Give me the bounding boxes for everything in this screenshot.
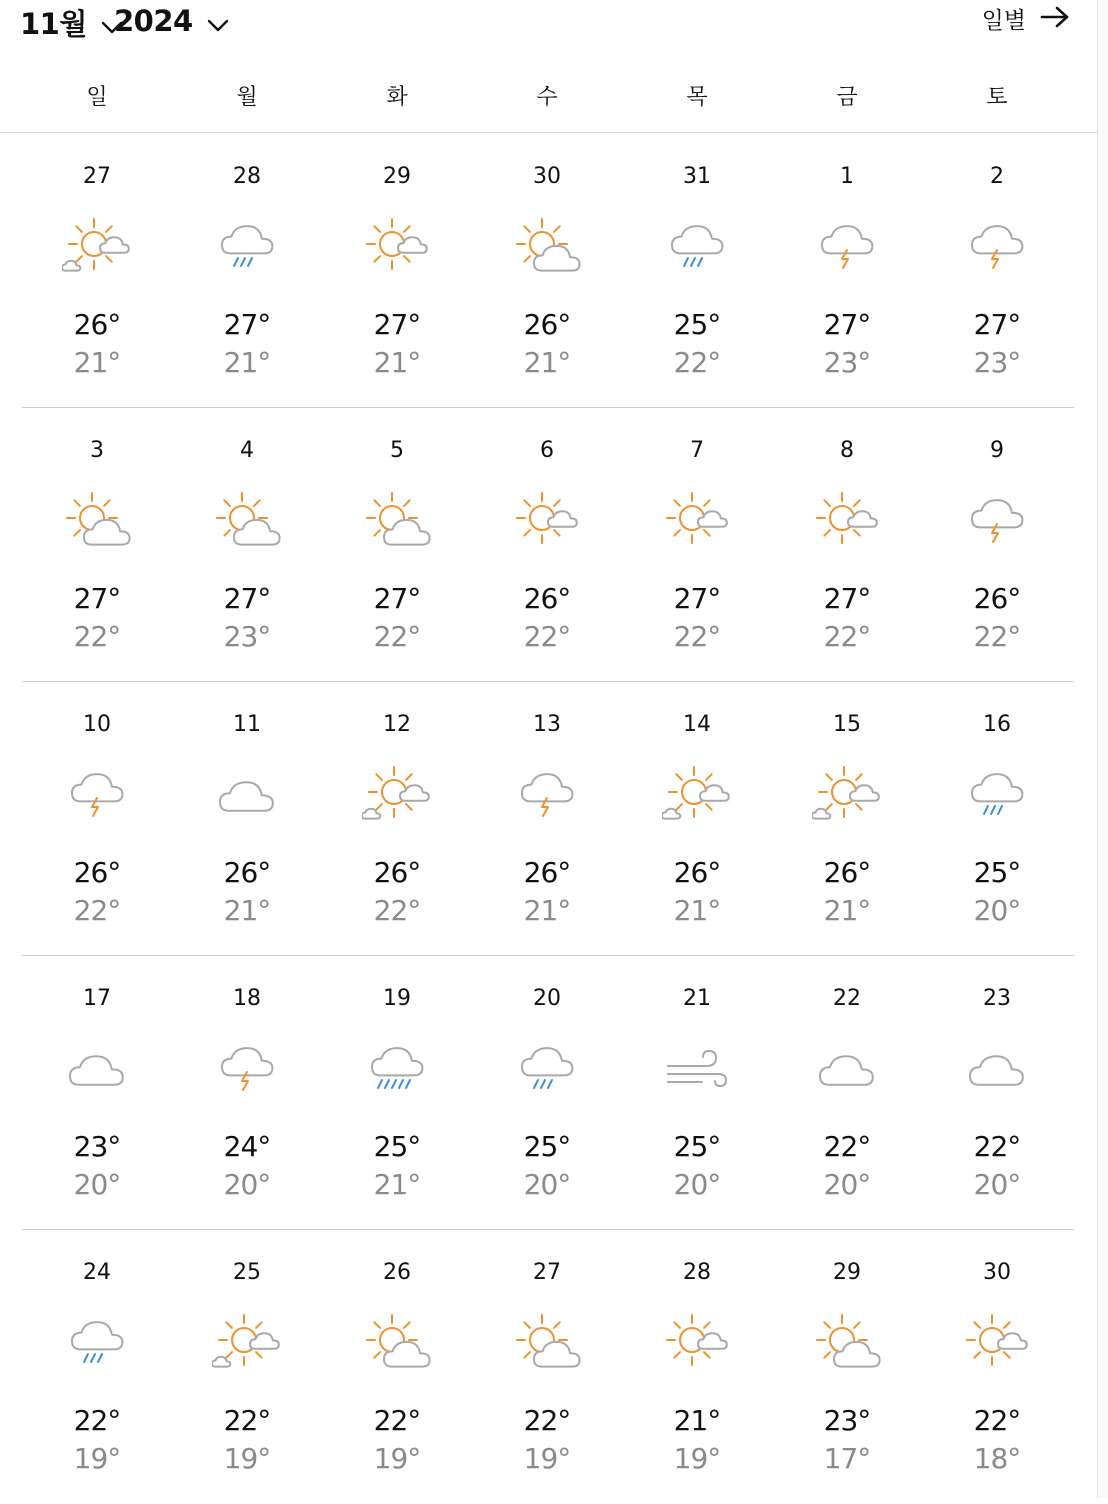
day-number: 29: [833, 1260, 861, 1285]
day-cell[interactable]: [922, 956, 1072, 1226]
cloud-icon: [962, 1036, 1032, 1106]
day-number: 8: [840, 438, 854, 463]
low-temperature: 19°: [523, 1442, 571, 1475]
low-temperature: 20°: [973, 894, 1021, 927]
high-temperature: 23°: [823, 1404, 871, 1437]
low-temperature: 21°: [523, 346, 571, 379]
low-temperature: 22°: [673, 620, 721, 653]
day-cell[interactable]: [772, 1230, 922, 1500]
day-cell[interactable]: [472, 956, 622, 1226]
month-label: 11월: [20, 7, 87, 41]
heavy-rain-icon: [362, 1036, 432, 1106]
day-cell[interactable]: [172, 134, 322, 404]
day-cell[interactable]: [922, 1230, 1072, 1500]
low-temperature: 18°: [973, 1442, 1021, 1475]
cloud-icon: [812, 1036, 882, 1106]
partly-sunny-small-cloud-icon: [812, 762, 882, 832]
high-temperature: 26°: [673, 856, 721, 889]
day-number: 5: [390, 438, 404, 463]
day-number: 12: [383, 712, 411, 737]
high-temperature: 26°: [523, 582, 571, 615]
day-cell[interactable]: [322, 1230, 472, 1500]
day-cell[interactable]: [172, 1230, 322, 1500]
high-temperature: 22°: [973, 1130, 1021, 1163]
weekday-label: 토: [986, 85, 1008, 110]
sun-small-cloud-icon: [362, 214, 432, 284]
low-temperature: 19°: [673, 1442, 721, 1475]
wind-icon: [662, 1036, 732, 1106]
high-temperature: 26°: [373, 856, 421, 889]
day-cell[interactable]: [772, 956, 922, 1226]
high-temperature: 23°: [73, 1130, 121, 1163]
high-temperature: 24°: [223, 1130, 271, 1163]
thunder-icon: [812, 214, 882, 284]
low-temperature: 21°: [673, 894, 721, 927]
partly-cloudy-icon: [812, 1310, 882, 1380]
day-number: 31: [683, 164, 711, 189]
low-temperature: 21°: [523, 894, 571, 927]
low-temperature: 21°: [223, 346, 271, 379]
high-temperature: 27°: [973, 308, 1021, 341]
week-row: [0, 1230, 1098, 1504]
high-temperature: 27°: [373, 308, 421, 341]
partly-sunny-small-cloud-icon: [212, 1310, 282, 1380]
low-temperature: 23°: [973, 346, 1021, 379]
high-temperature: 25°: [673, 1130, 721, 1163]
partly-cloudy-icon: [362, 1310, 432, 1380]
day-number: 18: [233, 986, 261, 1011]
low-temperature: 22°: [373, 620, 421, 653]
thunder-icon: [962, 488, 1032, 558]
day-number: 6: [540, 438, 554, 463]
low-temperature: 21°: [73, 346, 121, 379]
day-number: 7: [690, 438, 704, 463]
low-temperature: 20°: [73, 1168, 121, 1201]
day-number: 27: [533, 1260, 561, 1285]
day-cell[interactable]: [322, 408, 472, 678]
partly-cloudy-icon: [212, 488, 282, 558]
weekday-label: 일: [86, 85, 108, 110]
day-cell[interactable]: [172, 956, 322, 1226]
high-temperature: 27°: [823, 582, 871, 615]
low-temperature: 19°: [223, 1442, 271, 1475]
day-cell[interactable]: [772, 134, 922, 404]
day-cell[interactable]: [322, 682, 472, 952]
day-number: 13: [533, 712, 561, 737]
year-dropdown[interactable]: [114, 2, 229, 40]
calendar-header: [0, 0, 1096, 44]
day-cell[interactable]: [622, 408, 772, 678]
day-cell[interactable]: [622, 682, 772, 952]
daily-link-label: 일별: [981, 8, 1026, 34]
rain-icon: [62, 1310, 132, 1380]
day-number: 4: [240, 438, 254, 463]
low-temperature: 21°: [823, 894, 871, 927]
high-temperature: 27°: [823, 308, 871, 341]
day-number: 3: [90, 438, 104, 463]
high-temperature: 26°: [973, 582, 1021, 615]
chevron-down-icon: [207, 6, 229, 40]
day-cell[interactable]: [322, 134, 472, 404]
high-temperature: 26°: [823, 856, 871, 889]
high-temperature: 22°: [823, 1130, 871, 1163]
low-temperature: 21°: [373, 346, 421, 379]
year-label: 2024: [114, 4, 193, 38]
rain-icon: [962, 762, 1032, 832]
weekday-label: 목: [686, 85, 708, 110]
thunder-icon: [212, 1036, 282, 1106]
thunder-icon: [962, 214, 1032, 284]
low-temperature: 20°: [223, 1168, 271, 1201]
day-number: 30: [533, 164, 561, 189]
rain-icon: [212, 214, 282, 284]
sun-small-cloud-icon: [962, 1310, 1032, 1380]
weekday-label: 화: [386, 85, 408, 110]
daily-view-link[interactable]: [982, 2, 1070, 35]
day-cell[interactable]: [772, 408, 922, 678]
low-temperature: 20°: [673, 1168, 721, 1201]
day-number: 28: [683, 1260, 711, 1285]
low-temperature: 21°: [223, 894, 271, 927]
low-temperature: 22°: [523, 620, 571, 653]
day-number: 20: [533, 986, 561, 1011]
high-temperature: 25°: [523, 1130, 571, 1163]
day-cell[interactable]: [622, 1230, 772, 1500]
day-number: 30: [983, 1260, 1011, 1285]
week-row: [0, 134, 1098, 408]
thunder-icon: [512, 762, 582, 832]
day-cell[interactable]: [472, 682, 622, 952]
day-number: 25: [233, 1260, 261, 1285]
week-row: [0, 956, 1098, 1230]
day-cell[interactable]: [22, 408, 172, 678]
day-number: 11: [233, 712, 261, 737]
weekday-label: 월: [236, 85, 258, 110]
low-temperature: 17°: [823, 1442, 871, 1475]
low-temperature: 23°: [823, 346, 871, 379]
scrollbar[interactable]: [1097, 0, 1108, 1498]
day-number: 21: [683, 986, 711, 1011]
cloud-icon: [212, 762, 282, 832]
cloud-icon: [62, 1036, 132, 1106]
high-temperature: 22°: [973, 1404, 1021, 1437]
rain-icon: [512, 1036, 582, 1106]
low-temperature: 22°: [373, 894, 421, 927]
day-number: 23: [983, 986, 1011, 1011]
low-temperature: 20°: [823, 1168, 871, 1201]
low-temperature: 23°: [223, 620, 271, 653]
month-dropdown[interactable]: [20, 2, 123, 43]
day-cell[interactable]: [22, 956, 172, 1226]
day-number: 2: [990, 164, 1004, 189]
partly-sunny-small-cloud-icon: [662, 762, 732, 832]
high-temperature: 22°: [223, 1404, 271, 1437]
day-cell[interactable]: [172, 408, 322, 678]
day-number: 14: [683, 712, 711, 737]
high-temperature: 26°: [73, 856, 121, 889]
day-number: 26: [383, 1260, 411, 1285]
low-temperature: 22°: [73, 894, 121, 927]
day-cell[interactable]: [472, 1230, 622, 1500]
low-temperature: 22°: [73, 620, 121, 653]
day-number: 27: [83, 164, 111, 189]
day-cell[interactable]: [22, 682, 172, 952]
high-temperature: 26°: [223, 856, 271, 889]
day-cell[interactable]: [622, 956, 772, 1226]
day-cell[interactable]: [472, 408, 622, 678]
high-temperature: 25°: [673, 308, 721, 341]
day-number: 1: [840, 164, 854, 189]
high-temperature: 27°: [73, 582, 121, 615]
low-temperature: 20°: [523, 1168, 571, 1201]
sun-small-cloud-icon: [812, 488, 882, 558]
high-temperature: 25°: [973, 856, 1021, 889]
day-number: 28: [233, 164, 261, 189]
day-cell[interactable]: [772, 682, 922, 952]
low-temperature: 22°: [973, 620, 1021, 653]
sun-small-cloud-icon: [662, 488, 732, 558]
day-cell[interactable]: [172, 682, 322, 952]
thunder-icon: [62, 762, 132, 832]
partly-cloudy-icon: [362, 488, 432, 558]
partly-cloudy-icon: [512, 1310, 582, 1380]
week-row: [0, 408, 1098, 682]
low-temperature: 22°: [823, 620, 871, 653]
high-temperature: 27°: [223, 582, 271, 615]
weekday-label: 수: [536, 85, 558, 110]
high-temperature: 26°: [523, 856, 571, 889]
day-number: 24: [83, 1260, 111, 1285]
low-temperature: 19°: [73, 1442, 121, 1475]
day-number: 15: [833, 712, 861, 737]
high-temperature: 27°: [223, 308, 271, 341]
day-cell[interactable]: [22, 1230, 172, 1500]
day-number: 17: [83, 986, 111, 1011]
day-cell[interactable]: [322, 956, 472, 1226]
day-cell[interactable]: [922, 682, 1072, 952]
weekday-header-row: [0, 76, 1098, 133]
partly-sunny-small-cloud-icon: [362, 762, 432, 832]
high-temperature: 26°: [73, 308, 121, 341]
day-number: 29: [383, 164, 411, 189]
partly-cloudy-icon: [512, 214, 582, 284]
weekday-label: 금: [836, 85, 858, 110]
high-temperature: 27°: [373, 582, 421, 615]
sun-small-cloud-icon: [662, 1310, 732, 1380]
high-temperature: 27°: [673, 582, 721, 615]
high-temperature: 22°: [373, 1404, 421, 1437]
high-temperature: 22°: [523, 1404, 571, 1437]
day-number: 19: [383, 986, 411, 1011]
day-number: 10: [83, 712, 111, 737]
low-temperature: 21°: [373, 1168, 421, 1201]
rain-icon: [662, 214, 732, 284]
high-temperature: 22°: [73, 1404, 121, 1437]
day-number: 22: [833, 986, 861, 1011]
low-temperature: 20°: [973, 1168, 1021, 1201]
day-cell[interactable]: [22, 134, 172, 404]
day-cell[interactable]: [622, 134, 772, 404]
low-temperature: 19°: [373, 1442, 421, 1475]
high-temperature: 25°: [373, 1130, 421, 1163]
week-row: [0, 682, 1098, 956]
day-cell[interactable]: [472, 134, 622, 404]
arrow-right-icon: [1026, 4, 1070, 34]
high-temperature: 26°: [523, 308, 571, 341]
high-temperature: 21°: [673, 1404, 721, 1437]
low-temperature: 22°: [673, 346, 721, 379]
day-number: 16: [983, 712, 1011, 737]
day-cell[interactable]: [922, 408, 1072, 678]
partly-sunny-small-cloud-icon: [62, 214, 132, 284]
day-number: 9: [990, 438, 1004, 463]
day-cell[interactable]: [922, 134, 1072, 404]
partly-cloudy-icon: [62, 488, 132, 558]
sun-small-cloud-icon: [512, 488, 582, 558]
